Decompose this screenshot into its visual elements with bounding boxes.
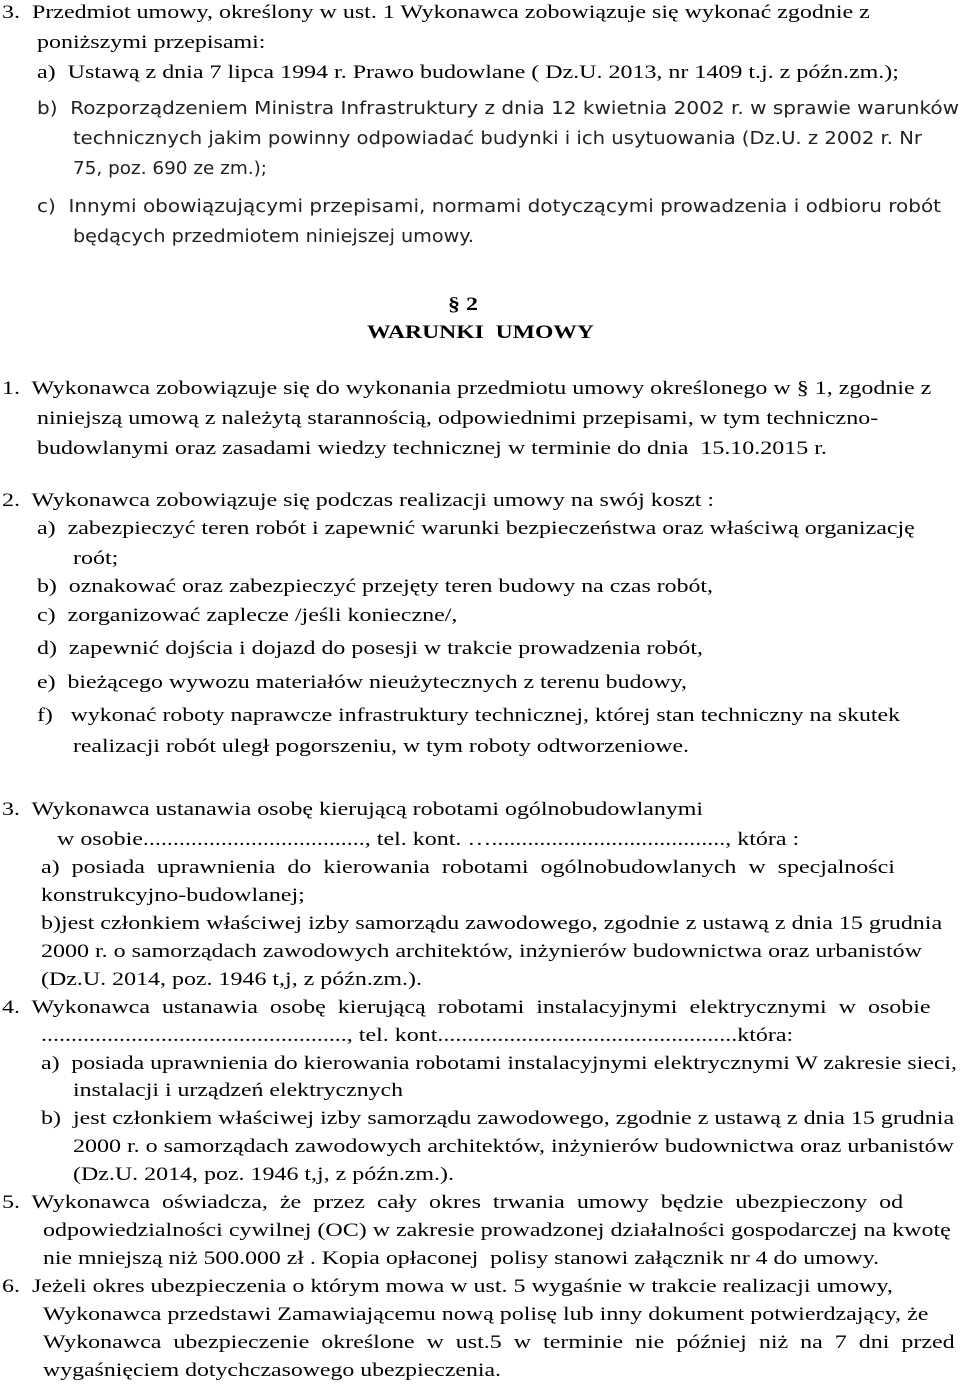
- point-6-line-3: Wykonawca ubezpieczenie określone w ust.5 w terminie nie później niż na 7 dni przed: [43, 1332, 955, 1353]
- point-2-item-f-cont: realizacji robót uległ pogorszeniu, w tym roboty odtworzeniowe.: [73, 736, 689, 757]
- point-4-item-b-cont-2: (Dz.U. 2014, poz. 1946 t,j, z późn.zm.).: [73, 1164, 455, 1185]
- point-2-item-d: d) zapewnić dojścia i dojazd do posesji w trakcie prowadzenia robót,: [37, 638, 704, 659]
- point-5-line-2: odpowiedzialności cywilnej (OC) w zakresie prowadzonej działalności gospodarczej na kwotę: [43, 1220, 951, 1241]
- point-3-item-a-cont: konstrukcyjno-budowlanej;: [41, 885, 305, 906]
- point-2-item-e: e) bieżącego wywozu materiałów nieużytecznych z terenu budowy,: [37, 672, 687, 693]
- point-4-line-2: ..................................................., tel. kont..................................................która:: [41, 1025, 794, 1046]
- point-3-item-a: a) posiada uprawnienia do kierowania robotami ogólnobudowlanych w specjalności: [41, 857, 895, 878]
- point-4-item-a: a) posiada uprawnienia do kierowania robotami instalacyjnymi elektrycznymi W zakresie sieci,: [41, 1053, 958, 1074]
- point-1-line-3: budowlanymi oraz zasadami wiedzy technicznej w terminie do dnia 15.10.2015 r.: [37, 438, 827, 459]
- point-1-line-2: niniejszą umową z należytą starannością, odpowiednimi przepisami, w tym techniczno-: [37, 408, 879, 429]
- point-4-line-1: 4. Wykonawca ustanawia osobę kierującą robotami instalacyjnymi elektrycznymi w osobie: [2, 997, 931, 1018]
- point-2-item-f: f) wykonać roboty naprawcze infrastruktury technicznej, której stan techniczny na skutek: [37, 705, 900, 726]
- point-3-line-2: w osobie....................................., tel. kont. …......................................., która :: [57, 829, 800, 850]
- point-6-line-2: Wykonawca przedstawi Zamawiającemu nową polisę lub inny dokument potwierdzający, że: [43, 1304, 929, 1325]
- p3-item-a: a) Ustawą z dnia 7 lipca 1994 r. Prawo budowlane ( Dz.U. 2013, nr 1409 t.j. z późn.zm.);: [37, 62, 899, 83]
- p3-item-c-cont: będących przedmiotem niniejszej umowy.: [73, 226, 475, 247]
- point-6-line-4: wygaśnięciem dotychczasowego ubezpieczenia.: [43, 1360, 501, 1381]
- p3-item-b: b) Rozporządzeniem Ministra Infrastruktury z dnia 12 kwietnia 2002 r. w sprawie warunków: [37, 98, 960, 119]
- point-1-line-1: 1. Wykonawca zobowiązuje się do wykonania przedmiotu umowy określonego w § 1, zgodnie z: [2, 378, 932, 399]
- point-2-item-b: b) oznakować oraz zabezpieczyć przejęty teren budowy na czas robót,: [37, 576, 714, 597]
- p3-line-1: 3. Przedmiot umowy, określony w ust. 1 Wykonawca zobowiązuje się wykonać zgodnie z: [2, 2, 870, 23]
- point-5-line-3: nie mniejszą niż 500.000 zł . Kopia opłaconej polisy stanowi załącznik nr 4 do umowy.: [43, 1248, 880, 1269]
- p3-line-2: poniższymi przepisami:: [37, 32, 266, 53]
- point-2-item-c: c) zorganizować zaplecze /jeśli konieczne/,: [37, 605, 458, 626]
- point-2-item-a: a) zabezpieczyć teren robót i zapewnić warunki bezpieczeństwa oraz właściwą organizację: [37, 518, 915, 539]
- point-2-item-a-cont: roót;: [73, 548, 119, 569]
- point-3-item-b: b)jest członkiem właściwej izby samorządu zawodowego, zgodnie z ustawą z dnia 15 grudnia: [41, 913, 943, 934]
- point-5-line-1: 5. Wykonawca oświadcza, że przez cały okres trwania umowy będzie ubezpieczony od: [2, 1192, 904, 1213]
- point-4-item-b-cont-1: 2000 r. o samorządach zawodowych architektów, inżynierów budownictwa oraz urbanistów: [73, 1136, 954, 1157]
- point-4-item-b: b) jest członkiem właściwej izby samorządu zawodowego, zgodnie z ustawą z dnia 15 grudnia: [41, 1108, 955, 1129]
- point-6-line-1: 6. Jeżeli okres ubezpieczenia o którym mowa w ust. 5 wygaśnie w trakcie realizacji umowy,: [2, 1276, 893, 1297]
- section-title: WARUNKI UMOWY: [367, 322, 595, 343]
- p3-item-b-cont-1: technicznych jakim powinny odpowiadać budynki i ich usytuowania (Dz.U. z 2002 r. Nr: [73, 128, 922, 149]
- section-number: § 2: [448, 294, 478, 315]
- p3-item-b-cont-2: 75, poz. 690 ze zm.);: [73, 158, 267, 179]
- point-3-item-b-cont-1: 2000 r. o samorządach zawodowych architektów, inżynierów budownictwa oraz urbanistów: [41, 941, 922, 962]
- point-4-item-a-cont: instalacji i urządzeń elektrycznych: [73, 1080, 403, 1101]
- point-2-line-1: 2. Wykonawca zobowiązuje się podczas realizacji umowy na swój koszt :: [2, 490, 715, 511]
- point-3-line-1: 3. Wykonawca ustanawia osobę kierującą robotami ogólnobudowlanymi: [2, 799, 704, 820]
- point-3-item-b-cont-2: (Dz.U. 2014, poz. 1946 t,j, z późn.zm.).: [41, 969, 423, 990]
- p3-item-c: c) Innymi obowiązującymi przepisami, normami dotyczącymi prowadzenia i odbioru robót: [37, 196, 942, 217]
